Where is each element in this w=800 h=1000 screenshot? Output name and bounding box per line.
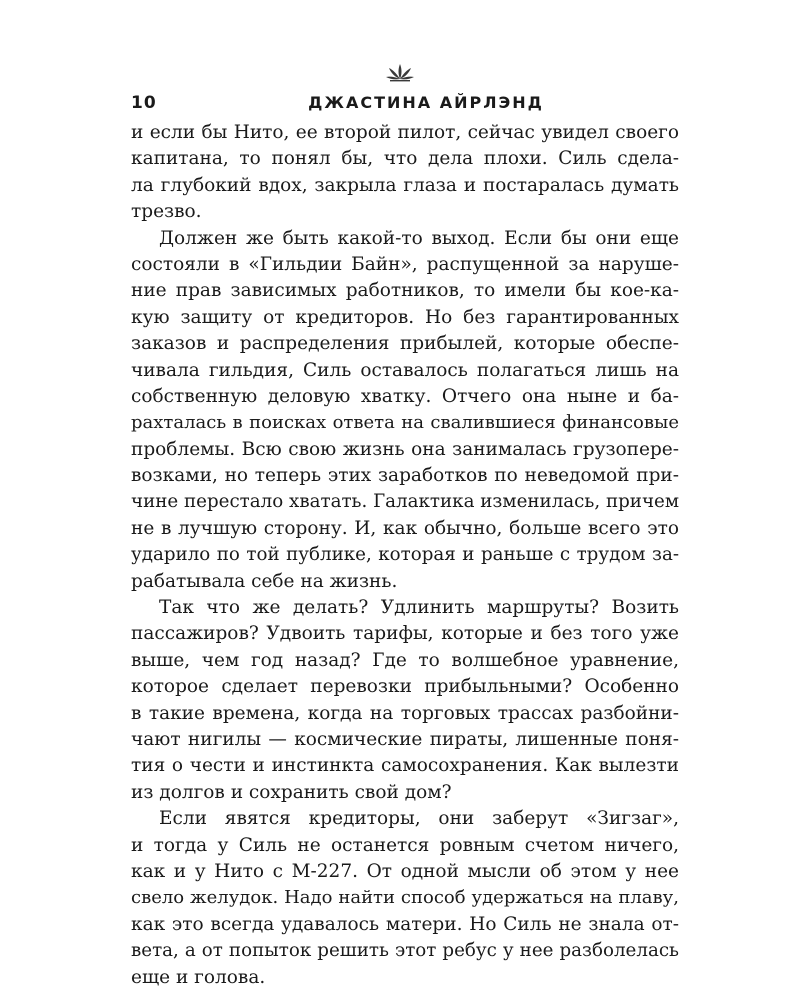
body-text — [131, 120, 679, 991]
text-line: рабатывала себе на жизнь. — [131, 570, 398, 592]
text-line: проблемы. Всю свою жизнь она занималась грузопере- — [131, 438, 679, 460]
text-line: которое сделает перевозки прибыльными? Особенно — [131, 676, 679, 698]
paragraph-2 — [131, 226, 679, 595]
text-line: трезво. — [131, 201, 202, 223]
text-line: как и у Нито с М-227. От одной мысли об этом у нее — [131, 860, 679, 882]
text-line: и если бы Нито, ее второй пилот, сейчас увидел своего — [131, 122, 679, 143]
text-line: кую защиту от кредиторов. Но без гарантированных — [131, 306, 679, 328]
paragraph-4 — [131, 806, 679, 991]
text-line: собственную деловую хватку. Отчего она ныне и ба- — [131, 385, 679, 407]
text-line: свело желудок. Надо найти способ удержаться на плаву, — [131, 887, 679, 909]
lotus-ornament-icon — [385, 62, 415, 84]
text-line: выше, чем год назад? Где то волшебное уравнение, — [131, 649, 679, 671]
text-line: ла глубокий вдох, закрыла глаза и постаралась думать — [131, 174, 679, 196]
text-line: Должен же быть какой-то выход. Если бы они еще — [159, 227, 679, 249]
page-header — [131, 93, 671, 119]
text-line: Так что же делать? Удлинить маршруты? Возить — [159, 597, 679, 619]
text-line: состояли в «Гильдии Байн», распущенной за наруше- — [131, 253, 679, 275]
text-line: в такие времена, когда на торговых трассах разбойни- — [131, 702, 679, 724]
text-line: как это всегда удавалось матери. Но Силь не знала от- — [131, 913, 679, 935]
text-line: вета, а от попыток решить этот ребус у нее разболелась — [131, 940, 679, 962]
text-line: ударило по той публике, которая и раньше с трудом за- — [131, 544, 679, 566]
text-line: заказов и распределения прибылей, которые обеспе- — [131, 333, 679, 355]
paragraph-3 — [131, 595, 679, 806]
text-line: еще и голова. — [131, 966, 266, 988]
text-line: капитана, то понял бы, что дела плохи. Силь сдела- — [131, 148, 679, 170]
text-line: Если явятся кредиторы, они заберут «Зигзаг», — [159, 808, 679, 830]
text-line: ние прав зависимых работников, то имели бы кое-ка- — [131, 280, 679, 302]
text-line: из долгов и сохранить свой дом? — [131, 781, 452, 803]
paragraph-1 — [131, 120, 679, 226]
page-number: 10 — [131, 93, 157, 113]
text-line: пассажиров? Удвоить тарифы, которые и без того уже — [131, 623, 679, 645]
text-line: тия о чести и инстинкта самосохранения. Как вылезти — [131, 755, 679, 777]
text-line: и тогда у Силь не останется ровным счетом ничего, — [131, 834, 679, 856]
text-line: чине перестало хватать. Галактика изменилась, причем — [131, 491, 679, 513]
text-line: чивала гильдия, Силь оставалось полагаться лишь на — [131, 359, 679, 381]
text-line: не в лучшую сторону. И, как обычно, больше всего это — [131, 517, 679, 539]
text-line: возками, но теперь этих заработков по неведомой при- — [131, 465, 679, 487]
text-line: рахталась в поисках ответа на свалившиеся финансовые — [131, 412, 679, 434]
running-title: ДЖАСТИНА АЙРЛЭНД — [308, 93, 544, 112]
text-line: чают нигилы — космические пираты, лишенные поня- — [131, 728, 679, 750]
